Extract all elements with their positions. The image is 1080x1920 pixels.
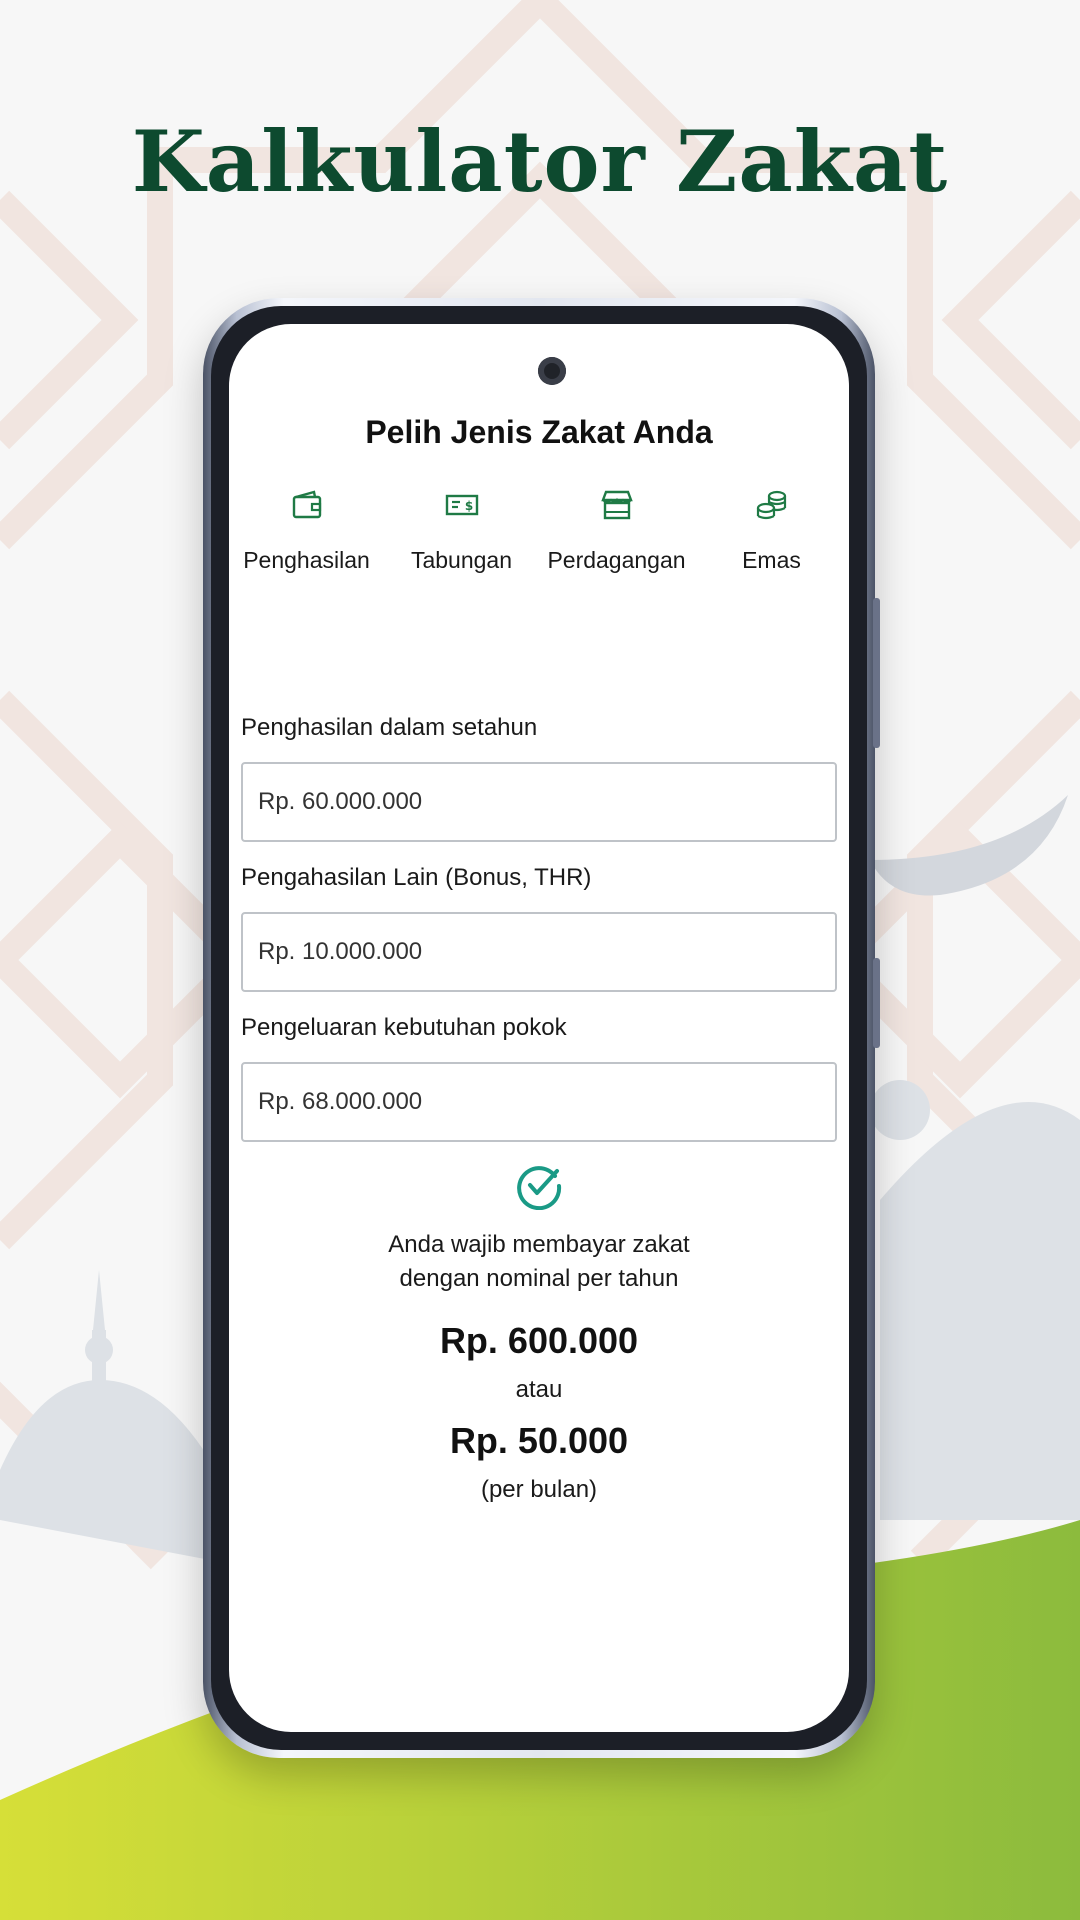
svg-text:$: $: [464, 499, 473, 513]
money-bill-icon: [445, 488, 479, 522]
tab-label: Emas: [742, 547, 801, 573]
tab-label: Perdagangan: [547, 547, 686, 573]
tab-perdagangan[interactable]: [539, 488, 694, 577]
tab-emas[interactable]: [694, 488, 849, 577]
yearly-amount: Rp. 600.000: [439, 1320, 639, 1361]
expenses-label: Pengeluaran kebutuhan pokok: [241, 1014, 567, 1041]
zakat-form: [241, 714, 837, 1164]
phone-side-button: [873, 598, 880, 748]
or-text: atau: [515, 1376, 563, 1403]
coins-icon: [755, 488, 789, 522]
monthly-note: (per bulan): [480, 1476, 598, 1503]
store-icon: [600, 488, 634, 522]
phone-mockup: [203, 298, 875, 1758]
screen-title: Pelih Jenis Zakat Anda: [365, 414, 713, 450]
phone-bezel: [211, 306, 867, 1750]
check-circle-icon: [515, 1162, 563, 1210]
zakat-result: [229, 1162, 849, 1504]
tab-tabungan[interactable]: [384, 488, 539, 577]
tab-label: Penghasilan: [243, 547, 370, 573]
other-income-label: Pengahasilan Lain (Bonus, THR): [241, 864, 592, 891]
wallet-icon: [290, 488, 324, 522]
tab-label: Tabungan: [410, 547, 513, 573]
phone-screen: [229, 324, 849, 1732]
expenses-input[interactable]: [241, 1062, 837, 1142]
other-income-input[interactable]: [241, 912, 837, 992]
monthly-amount: Rp. 50.000: [449, 1420, 629, 1461]
income-label: Penghasilan dalam setahun: [241, 714, 538, 741]
zakat-type-tabs: [229, 488, 849, 577]
phone-side-button: [873, 958, 880, 1048]
page-title: Kalkulator Zakat: [131, 112, 949, 211]
front-camera: [538, 357, 566, 385]
income-input[interactable]: [241, 762, 837, 842]
result-message: Anda wajib membayar zakat dengan nominal per tahun: [388, 1231, 690, 1292]
tab-penghasilan[interactable]: [229, 488, 384, 577]
